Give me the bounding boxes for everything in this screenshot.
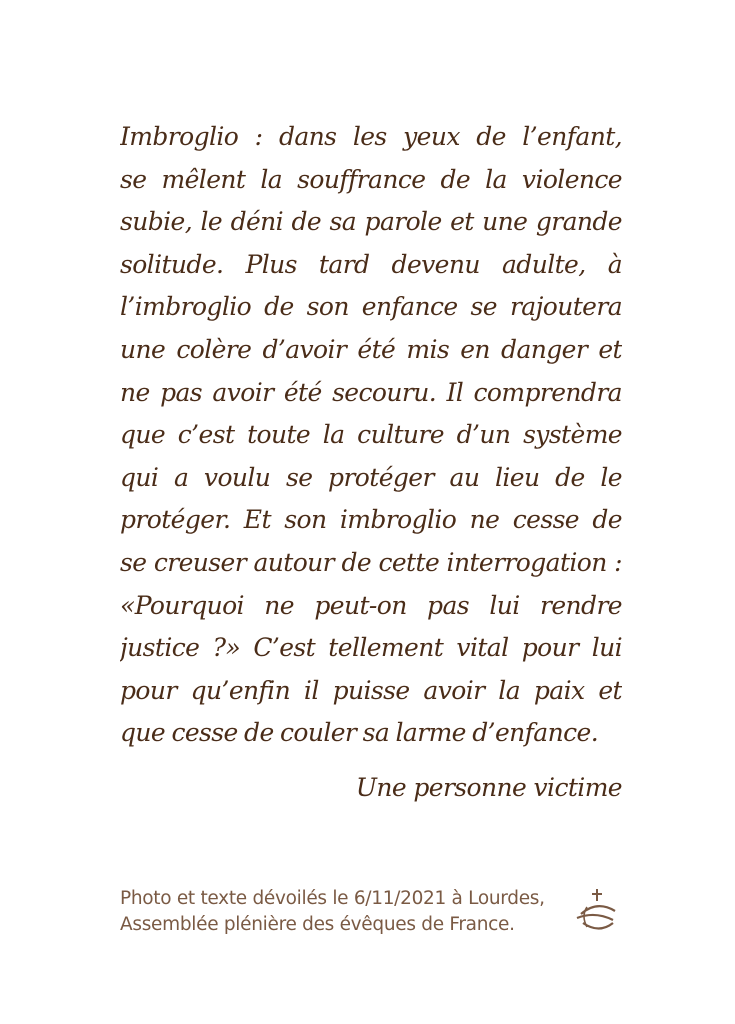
quote-line: justice ?» C’est tellement vital pour lui — [120, 633, 622, 663]
quote-line: se mêlent la souffrance de la violence — [120, 164, 622, 194]
caption-line: Photo et texte dévoilés le 6/11/2021 à Lourdes, — [120, 888, 545, 909]
photo-caption — [120, 886, 570, 938]
quote-line: Imbroglio : dans les yeux de l’enfant, — [120, 122, 622, 151]
quote-text — [120, 116, 622, 755]
quote-line: que cesse de couler sa larme d’enfance. — [120, 718, 599, 748]
quote-line: l’imbroglio de son enfance se rajoutera — [120, 292, 622, 322]
quote-line: pour qu’enfin il puisse avoir la paix et — [120, 675, 622, 705]
quote-line: une colère d’avoir été mis en danger et — [120, 334, 622, 364]
quote-line: solitude. Plus tard devenu adulte, à — [120, 249, 622, 279]
quote-line: se creuser autour de cette interrogation : — [120, 547, 622, 577]
quote-line: ne pas avoir été secouru. Il comprendra — [120, 377, 622, 407]
quote-line: que c’est toute la culture d’un système — [120, 420, 622, 450]
quote-line: protéger. Et son imbroglio ne cesse de — [120, 505, 622, 535]
caption-line: Assemblée plénière des évêques de France. — [120, 914, 515, 935]
quote-line: subie, le déni de sa parole et une grande — [120, 207, 622, 237]
quote-line: qui a voulu se protéger au lieu de le — [120, 462, 622, 492]
quote-line: «Pourquoi ne peut-on pas lui rendre — [120, 590, 622, 620]
cross-fish-logo-icon — [573, 887, 621, 937]
quote-signature: Une personne victime — [355, 773, 622, 802]
